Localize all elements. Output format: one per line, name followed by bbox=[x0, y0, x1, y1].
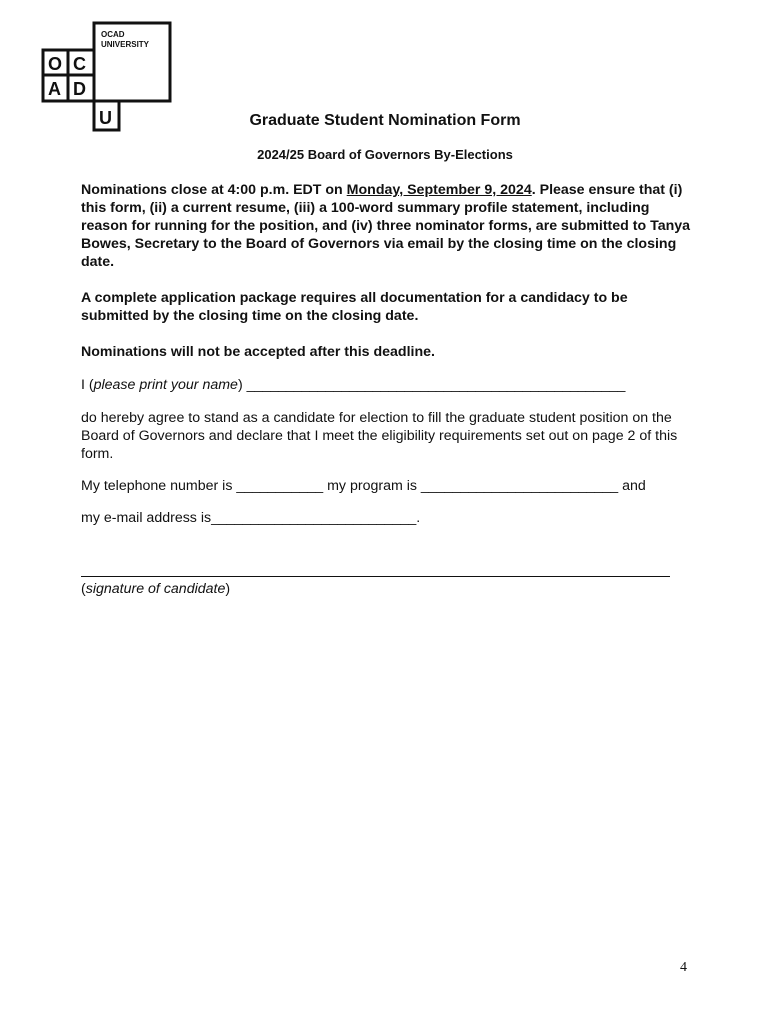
signature-hint: signature of candidate bbox=[85, 581, 226, 597]
name-prefix: I ( bbox=[81, 377, 94, 393]
logo-letter-o: O bbox=[48, 54, 63, 74]
phone-blank-field[interactable]: ___________ bbox=[236, 478, 324, 494]
program-label: my program is bbox=[323, 478, 421, 494]
logo-letter-d: D bbox=[73, 79, 86, 99]
name-hint: please print your name bbox=[93, 377, 238, 393]
deadline-note: Nominations will not be accepted after this deadline. bbox=[81, 344, 435, 360]
email-blank-field[interactable]: __________________________ bbox=[211, 510, 417, 526]
phone-label: My telephone number is bbox=[81, 478, 237, 494]
intro-text-before: Nominations close at 4:00 p.m. EDT on bbox=[81, 182, 347, 198]
logo-letter-a: A bbox=[48, 79, 61, 99]
email-line bbox=[81, 509, 691, 527]
page-number: 4 bbox=[680, 960, 687, 975]
intro-text-after: . Please ensure that (i) this form, (ii) a current resume, (iii) a 100-word summary profile statement, including reason for running for the position, and (iv) three nominator forms, are submitted to Tanya Bowes, Secretary to the Board of Governors via email by the closing time on the closing date. bbox=[81, 182, 691, 270]
signature-label bbox=[81, 581, 230, 597]
form-title: Graduate Student Nomination Form bbox=[249, 112, 521, 129]
logo-wordmark-university: UNIVERSITY bbox=[101, 40, 150, 49]
logo-letter-c: C bbox=[73, 54, 86, 74]
name-line bbox=[81, 376, 691, 394]
agreement-paragraph: do hereby agree to stand as a candidate for election to fill the graduate student position on the Board of Governors and declare that I meet the eligibility requirements set out on page 2 of this form. bbox=[81, 410, 678, 462]
name-blank-field[interactable]: ________________________________________________ bbox=[246, 377, 626, 393]
and-text: and bbox=[618, 478, 646, 494]
email-label: my e-mail address is bbox=[81, 510, 212, 526]
logo-wordmark-ocad: OCAD bbox=[101, 30, 125, 39]
program-blank-field[interactable]: _________________________ bbox=[420, 478, 619, 494]
signature-close-paren: ) bbox=[225, 581, 231, 597]
name-suffix: ) bbox=[237, 377, 247, 393]
signature-open-paren: ( bbox=[81, 581, 86, 597]
form-subtitle: 2024/25 Board of Governors By-Elections bbox=[257, 147, 513, 162]
phone-program-line bbox=[81, 477, 691, 495]
signature-line[interactable] bbox=[81, 576, 670, 577]
package-note: A complete application package requires all documentation for a candidacy to be submitted by the closing time on the closing date. bbox=[81, 290, 628, 324]
closing-date: Monday, September 9, 2024 bbox=[346, 182, 532, 198]
email-end: . bbox=[416, 510, 421, 526]
intro-paragraph bbox=[81, 181, 691, 271]
logo-letter-u: U bbox=[99, 108, 112, 128]
